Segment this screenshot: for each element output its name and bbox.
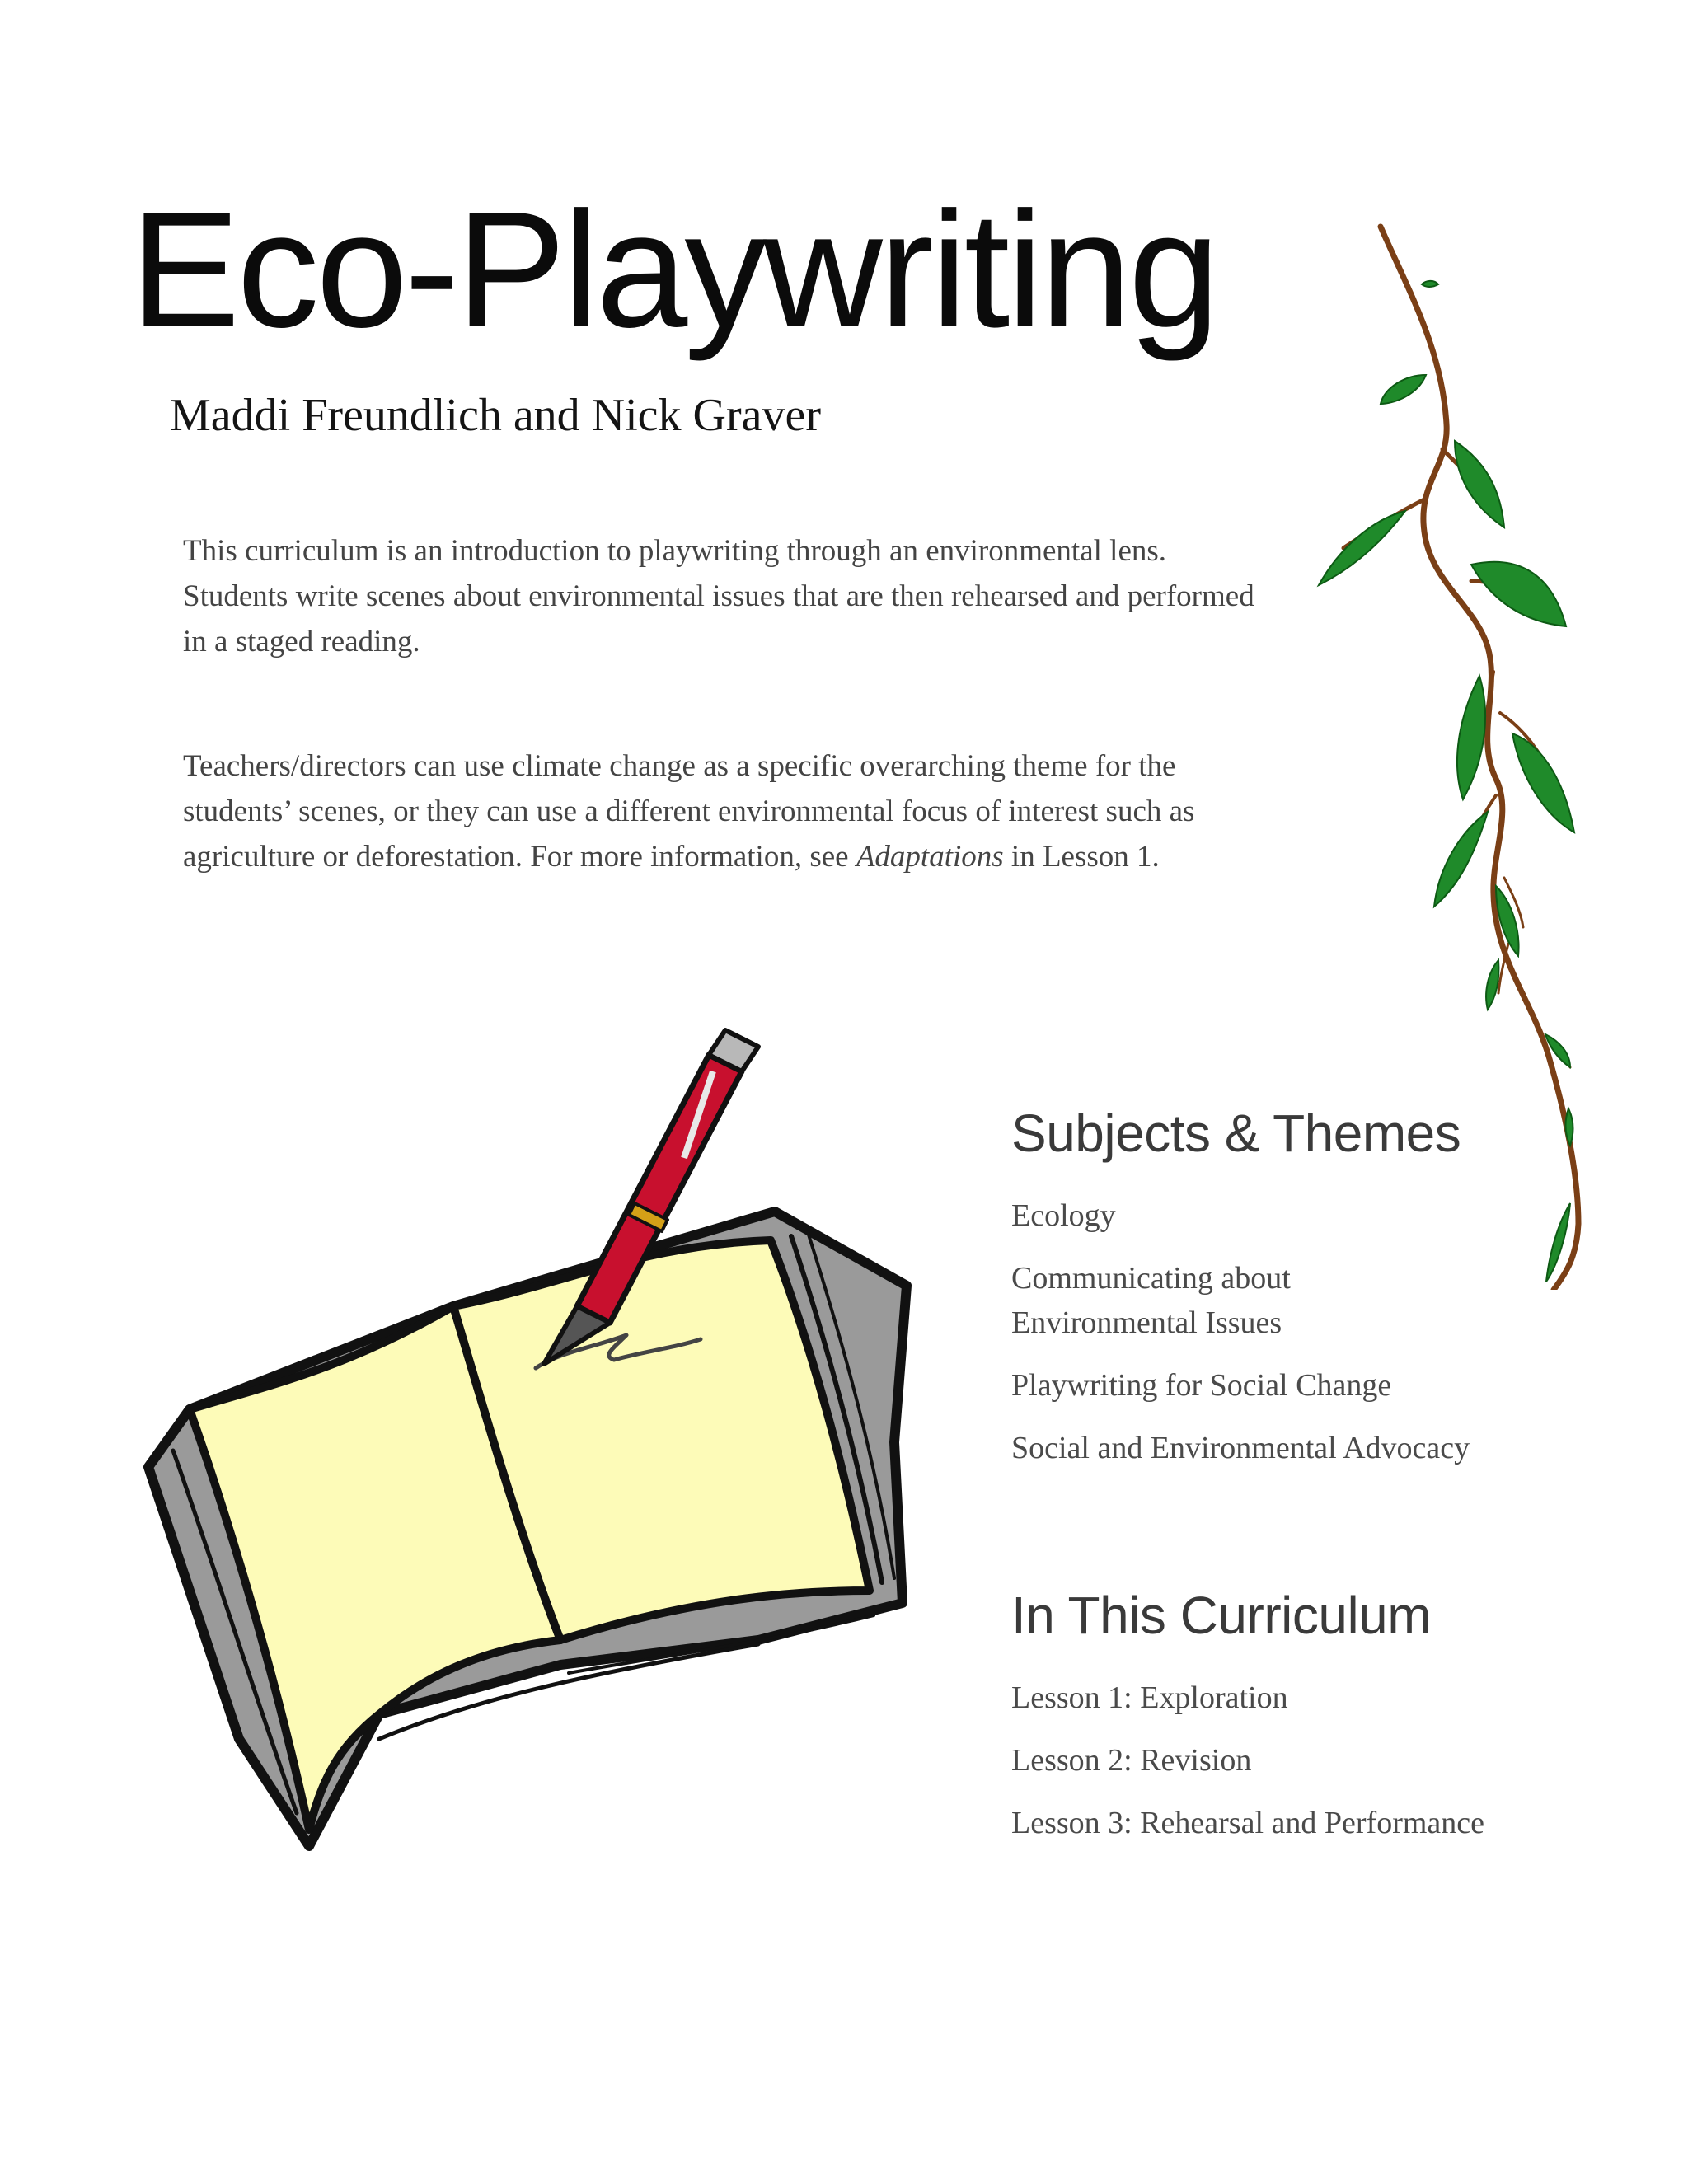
leaf: [1457, 676, 1485, 799]
lesson-list: [1011, 1675, 1588, 1845]
curriculum-heading: In This Curriculum: [1011, 1586, 1432, 1645]
intro-paragraph-2-text: Teachers/directors can use climate change as a specific overarching theme for the students’ scenes, or they can use a different environmental focus of interest such as agriculture or deforestation. For more information, see: [183, 749, 1195, 874]
subjects-heading: Subjects & Themes: [1011, 1104, 1461, 1163]
leaf: [1319, 511, 1405, 585]
subject-item: Playwriting for Social Change: [1011, 1368, 1392, 1404]
subject-item: Social and Environmental Advocacy: [1011, 1431, 1470, 1466]
lesson-item: Lesson 3: Rehearsal and Performance: [1011, 1806, 1485, 1841]
leaf: [1471, 562, 1566, 626]
subject-item: Communicating about Environmental Issues: [1011, 1261, 1291, 1341]
leaf: [1422, 281, 1438, 287]
lesson-item: Lesson 1: Exploration: [1011, 1680, 1288, 1716]
subjects-and-themes-section: [1011, 1104, 1588, 1488]
book-illustration: [148, 1212, 907, 1846]
leaf: [1486, 960, 1498, 1010]
leaf: [1381, 375, 1426, 404]
lesson-item: Lesson 2: Revision: [1011, 1743, 1252, 1779]
leaf: [1512, 733, 1574, 832]
subject-item: Ecology: [1011, 1198, 1116, 1234]
intro-paragraph-2-text-end: in Lesson 1.: [1003, 840, 1160, 874]
leaf: [1434, 812, 1488, 907]
document-authors: Maddi Freundlich and Nick Graver: [170, 390, 821, 441]
document-title: Eco-Playwriting: [130, 178, 1217, 362]
intro-paragraph-1: This curriculum is an introduction to playwriting through an environmental lens. Students write scenes about environmental issues that are then rehearsed and performed in a staged reading.: [183, 534, 1254, 658]
book-and-pen-illustration: [132, 1022, 923, 1854]
intro-paragraph-2: [183, 743, 1254, 879]
subjects-list: [1011, 1193, 1588, 1470]
leaf: [1455, 441, 1504, 527]
in-this-curriculum-section: [1011, 1586, 1588, 1863]
adaptations-reference: Adaptations: [856, 840, 1004, 874]
